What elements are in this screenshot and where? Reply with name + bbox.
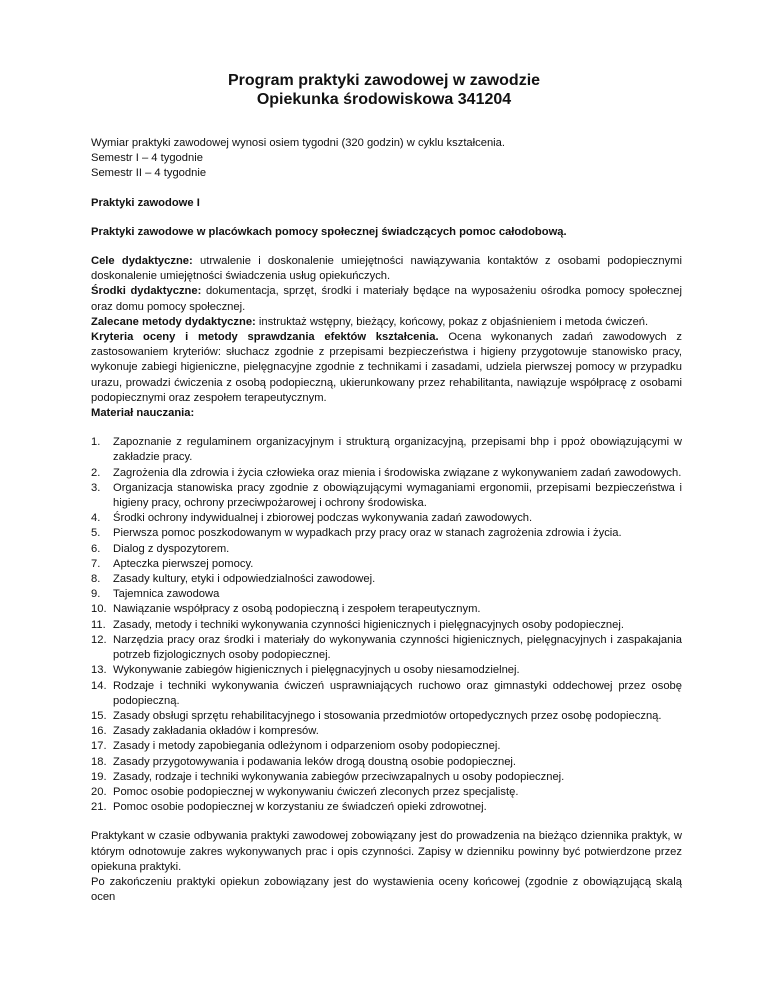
list-item-text: Pomoc osobie podopiecznej w wykonywaniu ćwiczeń zleconych przez specjalistę. [113,785,519,798]
list-item-text: Nawiązanie współpracy z osobą podopieczną i zespołem terapeutycznym. [113,603,481,616]
intro-line: Semestr II – 4 tygodnie [91,167,207,180]
means-paragraph [91,284,682,314]
list-item [91,587,682,602]
list-item-text: Rodzaje i techniki wykonywania ćwiczeń usprawniających ruchowo oraz gimnastyki oddechowej przez osobę podopieczną. [113,679,682,707]
list-item [91,770,682,785]
document-subtitle: Opiekunka środowiskowa 341204 [256,91,512,108]
closing-paragraph: Po zakończeniu praktyki opiekun zobowiązany jest do wystawienia oceny końcowej (zgodnie z obowiązującą skalą ocen [91,875,682,904]
list-item-text: Wykonywanie zabiegów higienicznych i pielęgnacyjnych u osoby niesamodzielnej. [113,664,520,677]
sub-heading: Praktyki zawodowe w placówkach pomocy społecznej świadczących pomoc całodobową. [91,225,567,238]
list-item [91,800,682,815]
list-item-text: Narzędzia pracy oraz środki i materiały do wykonywania czynności higienicznych, pielęgnacyjnych i zaspakajania potrzeb fizjologicznych osoby podopiecznej. [113,633,682,662]
section-heading: Praktyki zawodowe I [91,196,200,209]
document-body [91,136,682,905]
methods-text: instruktaż wstępny, bieżący, końcowy, pokaz z objaśnieniem i metoda ćwiczeń. [255,315,649,328]
material-list [91,435,682,815]
list-item-number: 6. [91,542,101,555]
list-item-number: 15. [91,709,107,722]
list-item-text: Zagrożenia dla zdrowia i życia człowieka oraz mienia i środowiska związane z wykonywaniem zadań zawodowych. [113,466,682,479]
list-item-number: 7. [91,557,101,570]
methods-paragraph [91,315,682,330]
list-item-number: 1. [91,436,101,449]
list-item [91,466,682,481]
list-item-number: 13. [91,664,107,677]
list-item [91,602,682,617]
list-item-number: 14. [91,679,107,692]
list-item-number: 18. [91,755,107,768]
list-item-number: 4. [91,512,101,525]
list-item-number: 17. [91,740,107,753]
material-label: Materiał nauczania: [91,407,195,420]
intro-line: Semestr I – 4 tygodnie [91,152,203,165]
list-item [91,663,682,678]
list-item-text: Zasady, metody i techniki wykonywania czynności higienicznych i pielęgnacyjnych osoby podopiecznej. [113,618,624,631]
goals-paragraph [91,254,682,284]
goals-label: Cele dydaktyczne: [91,255,193,268]
list-item-number: 3. [91,481,101,494]
list-item [91,724,682,739]
list-item [91,542,682,557]
methods-label: Zalecane metody dydaktyczne: [91,315,256,328]
means-label: Środki dydaktyczne: [91,285,202,298]
list-item-text: Zasady obsługi sprzętu rehabilitacyjnego i stosowania przedmiotów ortopedycznych przez osobę podopieczną. [113,709,662,722]
list-item-number: 11. [91,618,106,631]
intro-line: Wymiar praktyki zawodowej wynosi osiem tygodni (320 godzin) w cyklu kształcenia. [91,137,505,149]
list-item-text: Zasady zakładania okładów i kompresów. [113,725,319,738]
list-item-text: Apteczka pierwszej pomocy. [113,557,254,570]
list-item-number: 21. [91,801,107,814]
criteria-paragraph [91,330,682,406]
list-item [91,618,682,633]
list-item-number: 20. [91,785,107,798]
goals-text: utrwalenie i doskonalenie umiejętności nawiązywania kontaktów z osobami podopiecznymi doskonalenie umiejętności świadczenia usług opiekuńczych. [91,255,682,283]
list-item-number: 5. [91,527,101,540]
list-item-number: 16. [91,725,107,738]
list-item [91,435,682,465]
list-item-text: Organizacja stanowiska pracy zgodnie z obowiązującymi wymaganiami ergonomii, przepisami bezpieczeństwa i higieny pracy, ochrony przeciwpożarowej i ochrony środowiska. [113,481,682,510]
list-item [91,755,682,770]
list-item-text: Środki ochrony indywidualnej i zbiorowej podczas wykonywania zadań zawodowych. [113,512,533,525]
list-item-text: Dialog z dyspozytorem. [113,542,230,555]
list-item-number: 12. [91,633,107,646]
list-item-text: Pierwsza pomoc poszkodowanym w wypadkach przy pracy oraz w stanach zagrożenia zdrowia i życia. [113,527,622,540]
closing-paragraph: Praktykant w czasie odbywania praktyki zawodowej zobowiązany jest do prowadzenia na bieżąco dziennika praktyk, w którym odnotowuje zakres wykonywanych prac i opis czynności. Zapisy w dzienniku powinny być potwierdzone przez opiekuna praktyki. [91,830,682,873]
list-item-text: Pomoc osobie podopiecznej w korzystaniu ze świadczeń opieki zdrowotnej. [113,801,487,814]
list-item [91,526,682,541]
criteria-label: Kryteria oceny i metody sprawdzania efektów kształcenia. [91,331,439,344]
list-item [91,511,682,526]
list-item-text: Zasady, rodzaje i techniki wykonywania zabiegów przeciwzapalnych u osoby podopiecznej. [113,770,565,783]
list-item [91,633,682,663]
list-item-text: Zasady kultury, etyki i odpowiedzialności zawodowej. [113,573,376,586]
list-item [91,709,682,724]
list-item-number: 2. [91,466,101,479]
list-item-number: 8. [91,573,101,586]
document-title: Program praktyki zawodowej w zawodzie [227,72,541,89]
list-item [91,481,682,511]
list-item [91,557,682,572]
list-item [91,679,682,709]
list-item-number: 10. [91,603,107,616]
list-item-number: 9. [91,588,101,601]
list-item-text: Zapoznanie z regulaminem organizacyjnym i strukturą organizacyjną, przepisami bhp i ppoż obowiązującymi w zakładzie pracy. [113,436,682,464]
list-item [91,739,682,754]
list-item [91,785,682,800]
list-item-number: 19. [91,770,107,783]
means-text: dokumentacja, sprzęt, środki i materiały będące na wyposażeniu ośrodka pomocy społecznej oraz domu pomocy społecznej. [91,285,682,313]
list-item [91,572,682,587]
list-item-text: Zasady przygotowywania i podawania leków drogą doustną osobie podopiecznej. [113,755,517,768]
list-item-text: Tajemnica zawodowa [113,588,220,601]
criteria-text: Ocena wykonanych zadań zawodowych z zastosowaniem kryteriów: słuchacz zgodnie z przepisami bezpieczeństwa i higieny przygotowuje stanowisko pracy, wykonuje zabiegi higieniczne, pielęgnacyjne zgodnie z technikami i zasadami, udziela pierwszej pomocy w przypadku urazu, prowadzi ćwiczenia z osobą podopieczną, ukierunkowany przez rehabilitanta, nawiązuje współpracę z osobami podopiecznymi oraz zespołem terapeutycznym. [91,331,682,404]
list-item-text: Zasady i metody zapobiegania odleżynom i odparzeniom osoby podopiecznej. [113,740,501,753]
